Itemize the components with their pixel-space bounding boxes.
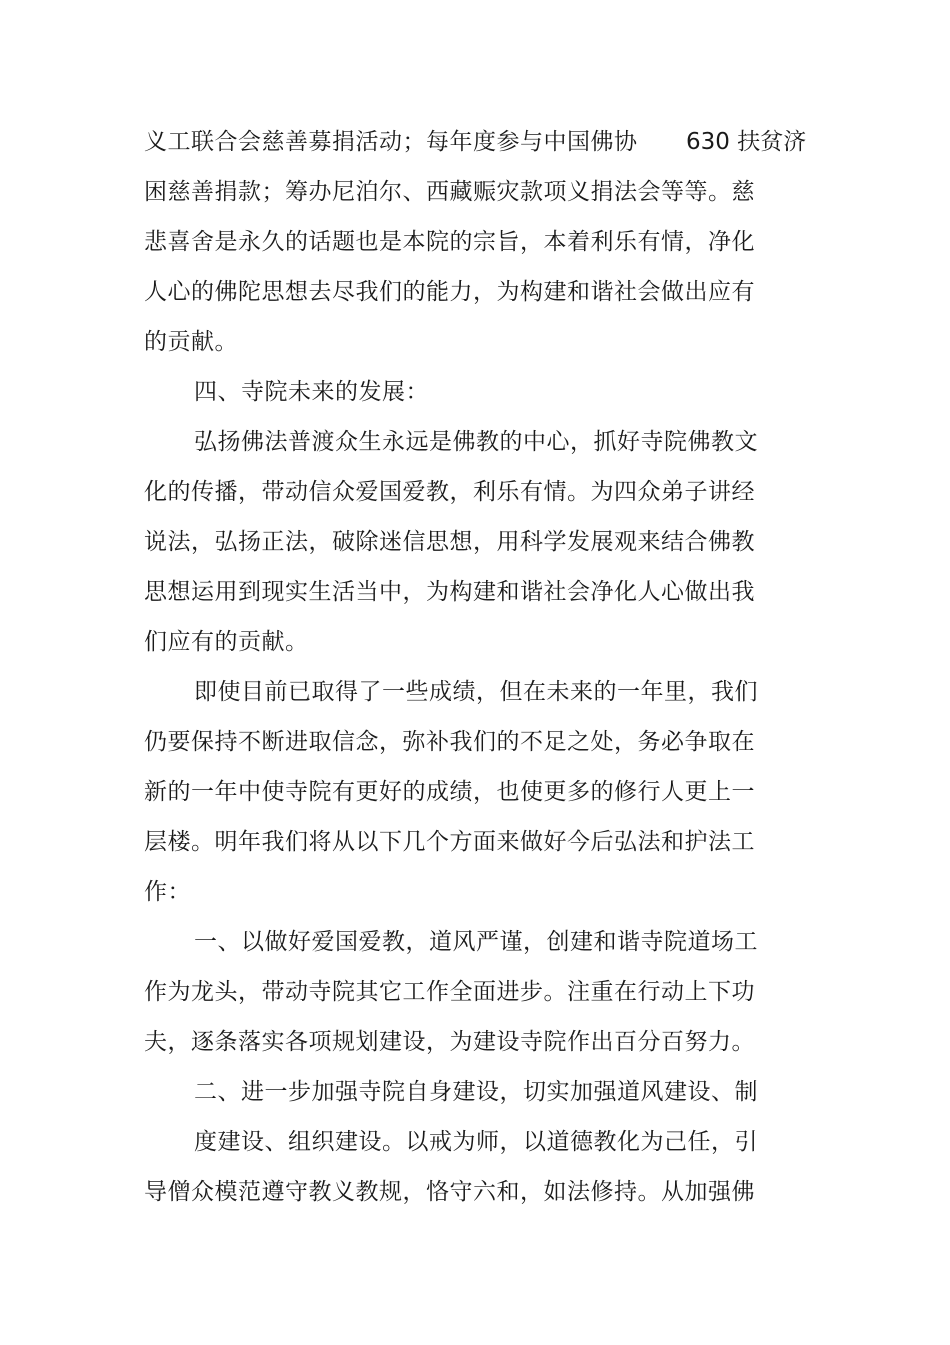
- text-line-16: 作：: [144, 879, 191, 905]
- text-line-9: 说法，弘扬正法，破除迷信思想，用科学发展观来结合佛教: [144, 529, 755, 555]
- text-line-1: 义工联合会慈善募捐活动；每年度参与中国佛协: [144, 129, 638, 155]
- text-line-18: 作为龙头，带动寺院其它工作全面进步。注重在行动上下功: [144, 979, 755, 1005]
- text-line-20: 二、进一步加强寺院自身建设，切实加强道风建设、制: [194, 1079, 758, 1105]
- text-line-14: 新的一年中使寺院有更好的成绩，也使更多的修行人更上一: [144, 779, 755, 805]
- text-line-10: 思想运用到现实生活当中，为构建和谐社会净化人心做出我: [144, 579, 755, 605]
- text-line-13: 仍要保持不断进取信念，弥补我们的不足之处，务必争取在: [144, 729, 755, 755]
- text-line-22: 导僧众模范遵守教义教规，恪守六和，如法修持。从加强佛: [144, 1179, 755, 1205]
- section-heading: 四、寺院未来的发展：: [194, 379, 429, 405]
- text-line-5: 的贡献。: [144, 329, 238, 355]
- text-line-7: 弘扬佛法普渡众生永远是佛教的中心，抓好寺院佛教文: [194, 429, 758, 455]
- text-line-12: 即使目前已取得了一些成绩，但在未来的一年里，我们: [194, 679, 758, 705]
- text-line-3: 悲喜舍是永久的话题也是本院的宗旨，本着利乐有情，净化: [144, 229, 755, 255]
- text-line-2: 困慈善捐款；筹办尼泊尔、西藏赈灾款项义捐法会等等。慈: [144, 179, 755, 205]
- text-line-11: 们应有的贡献。: [144, 629, 309, 655]
- text-line-21: 度建设、组织建设。以戒为师，以道德教化为己任，引: [194, 1129, 758, 1155]
- text-line-17: 一、以做好爱国爱教，道风严谨，创建和谐寺院道场工: [194, 929, 758, 955]
- text-line-8: 化的传播，带动信众爱国爱教，利乐有情。为四众弟子讲经: [144, 479, 755, 505]
- text-line-1-tail: 630 扶贫济: [686, 129, 807, 155]
- text-line-19: 夫，逐条落实各项规划建设，为建设寺院作出百分百努力。: [144, 1029, 755, 1055]
- text-line-4: 人心的佛陀思想去尽我们的能力，为构建和谐社会做出应有: [144, 279, 755, 305]
- text-line-15: 层楼。明年我们将从以下几个方面来做好今后弘法和护法工: [144, 829, 755, 855]
